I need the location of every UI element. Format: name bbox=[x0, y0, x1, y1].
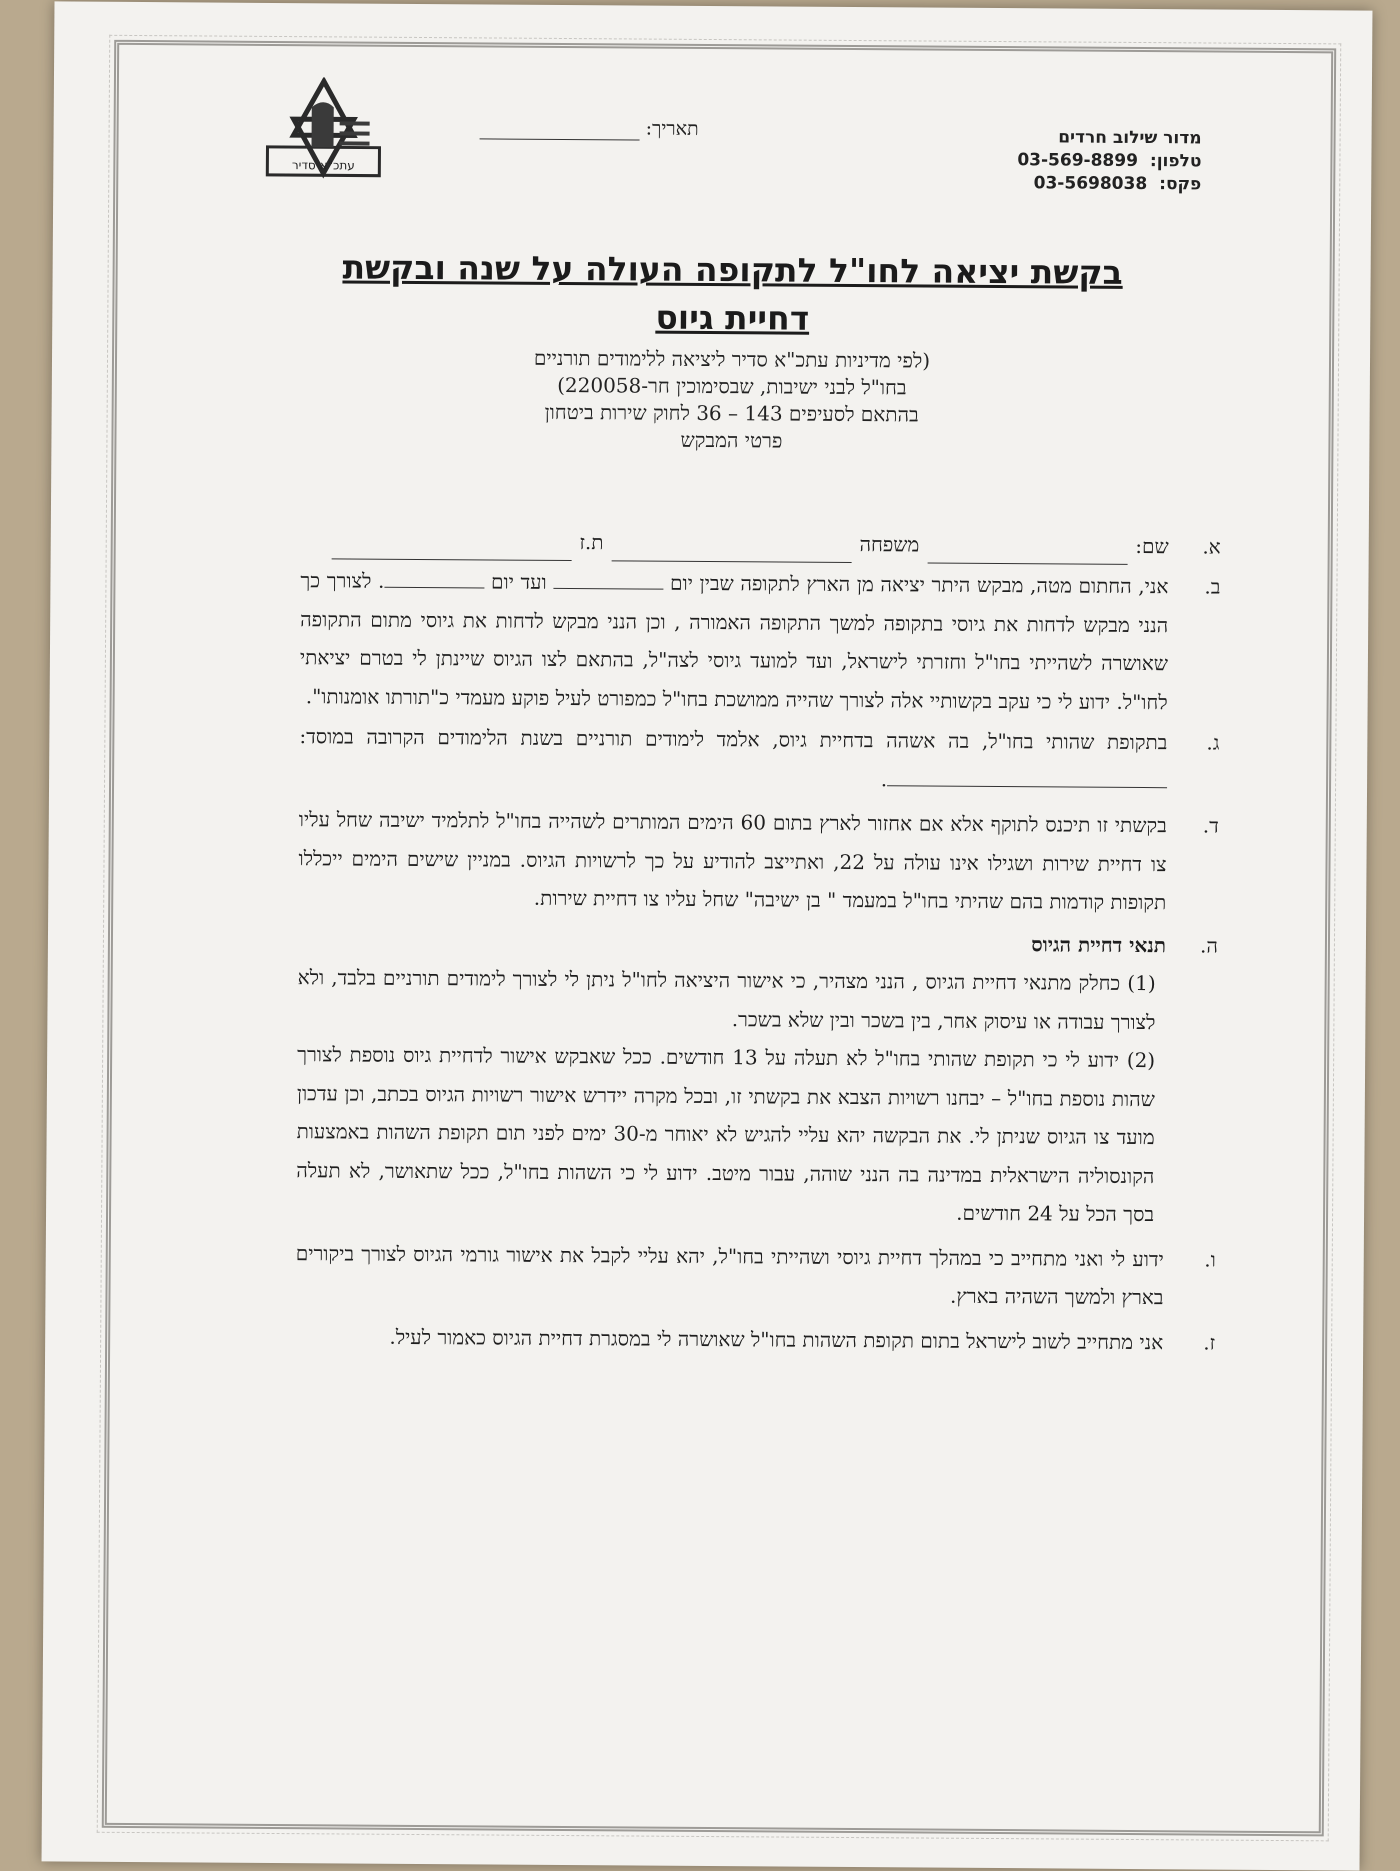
paper-sheet bbox=[42, 1, 1373, 1870]
item-g: ג. בתקופת שהותי בחו"ל, בה אשהה בדחיית גיוס, אלמד לימודים תורניים בשנת הלימודים הקרובה במוסד: . bbox=[299, 724, 1220, 791]
fax-label: פקס: bbox=[1159, 174, 1202, 195]
item-h-1: (1) כחלק מתנאי דחיית הגיוס , הנני מצהיר, כי אישור היציאה לחו"ל ניתן לי לצורך לימודים תורניים בלבד, ולא לצורך עבודה או עיסוק אחר, בין בשכר ובין שלא בשכר. bbox=[297, 965, 1156, 1034]
name-label: שם: bbox=[1135, 533, 1169, 559]
from-date-field[interactable] bbox=[553, 570, 663, 590]
org-contact bbox=[1017, 126, 1202, 196]
phone-number: 03-569-8899 bbox=[1017, 150, 1139, 171]
item-v: ו. ידוע לי ואני מתחייב כי במהלך דחיית גיוסי ושהייתי בחו"ל, יהא עליי לקבל את אישור גורמי הגיוס לצורך ביקורים בארץ ולמשך השהיה בארץ. bbox=[295, 1240, 1216, 1310]
date-field bbox=[480, 116, 699, 141]
date-label: תאריך: bbox=[645, 117, 699, 140]
item-z: ז. אני מתחייב לשוב לישראל בתום תקופת השהות בחו"ל שאושרה לי במסגרת דחיית הגיוס כאמור לעיל. bbox=[389, 1324, 1216, 1355]
org-name: מדור שילוב חרדים bbox=[1058, 127, 1202, 149]
phone-label: טלפון: bbox=[1149, 151, 1202, 172]
unit-logo-icon bbox=[253, 77, 394, 198]
form-subtitle: (לפי מדיניות עתכ"א סדיר ליציאה ללימודים תורניים בחו"ל לבני ישיבות, שבסימוכין חר-220058) בהתאם לסעיפים 143 – 36 לחוק שירות ביטחון פרטי המבקש bbox=[533, 345, 931, 453]
fax-number: 03-5698038 bbox=[1033, 173, 1148, 195]
id-field[interactable] bbox=[331, 540, 571, 561]
form-body bbox=[295, 521, 1221, 1363]
family-label: משפחה bbox=[859, 532, 920, 557]
item-h-2: (2) ידוע לי כי תקופת שהותי בחו"ל לא תעלה על 13 חודשים. ככל שאבקש אישור לדחיית גיוס נוספת לצורך שהות נוספת בחו"ל – יבחנו רשויות הצבא את בקשתי זו, ובכל מקרה יידרש אישור רשויות הגיוס בכתב, וכן עדכון מועד צו הגיוס שניתן לי. את הבקשה יהא עליי להגיש לא יאוחר מ-30 ימים לפני תום תקופת השהות באמצעות הקונסוליה הישראלית במדינה בה הנני שוהה, עבור מיטב. ידוע לי כי השהות בחו"ל, ככל שתאושר, לא תעלה בסך הכל על 24 חודשים. bbox=[296, 1042, 1156, 1227]
date-blank[interactable] bbox=[480, 118, 640, 140]
id-label: ת.ז bbox=[579, 530, 604, 555]
item-d: ד. בקשתי זו תיכנס לתוקף אלא אם אחזור לארץ בתום 60 הימים המותרים לשהייה בחו"ל לתלמיד ישיבה שחל עליו צו דחיית שירות ושגילו אינו עולה על 22, ואתייצב להודיע על כך לרשויות הגיוס. במניין שישים הימים ייכללו תקופות קודמות בהם שהיתי בחו"ל במעמד " בן ישיבה" שחל עליו צו דחיית שירות. bbox=[298, 807, 1219, 915]
item-b: ב. אני, החתום מטה, מבקש היתר יציאה מן הארץ לתקופה שבין יום ועד יום . לצורך כך הנני מבקש לדחות את גיוסי בתקופה למשך התקופה האמורה , וכן הנני מבקש לדחות את גיוסי מתום התקופה שאושרה לשהייתי בחו"ל וחזרתי לישראל, ועד למועד גיוסי לצה"ל, בהתאם לצו הגיוס שיינתן לי בטרם יציאתי לחו"ל. ידוע לי כי עקב בקשותיי אלה לצורך שהייה ממושכת בחו"ל כמפורט לעיל פוקע מעמדי כ"תורתו אומנותו". bbox=[299, 568, 1221, 714]
item-a: א. שם: משפחה ת.ז bbox=[301, 521, 1221, 565]
item-h: ה. תנאי דחיית הגיוס (1) כחלק מתנאי דחיית הגיוס , הנני מצהיר, כי אישור היציאה לחו"ל ניתן לי לצורך לימודים תורניים בלבד, ולא לצורך עבודה או עיסוק אחר, בין בשכר ובין שלא בשכר. (2) ידוע לי כי תקופת שהותי בחו"ל לא תעלה על 13 חודשים. ככל שאבקש אישור לדחיית גיוס נוספת לצורך שהות נוספת בחו"ל – יבחנו רשויות הצבא את בקשתי זו, ובכל מקרה יידרש אישור רשויות הגיוס בכתב, וכן עדכון מועד צו הגיוס שניתן לי. את הבקשה יהא עליי להגיש לא יאוחר מ-30 ימים לפני תום תקופת השהות באמצעות הקונסוליה הישראלית במדינה בה הנני שוהה, עבור מיטב. ידוע לי כי השהות בחו"ל, ככל שתאושר, לא תעלה בסך הכל על 24 חודשים. bbox=[296, 920, 1218, 1234]
item-h-heading: תנאי דחיית הגיוס bbox=[1031, 931, 1167, 957]
form-title: בקשת יציאה לחו"ל לתקופה העולה על שנה ובקשת דחיית גיוס bbox=[342, 247, 1123, 338]
name-field[interactable] bbox=[927, 545, 1127, 565]
svg-text:עתכ"א סדיר: עתכ"א סדיר bbox=[291, 158, 355, 173]
family-field[interactable] bbox=[611, 542, 851, 563]
institution-field[interactable] bbox=[887, 767, 1167, 788]
to-date-field[interactable] bbox=[384, 569, 484, 589]
